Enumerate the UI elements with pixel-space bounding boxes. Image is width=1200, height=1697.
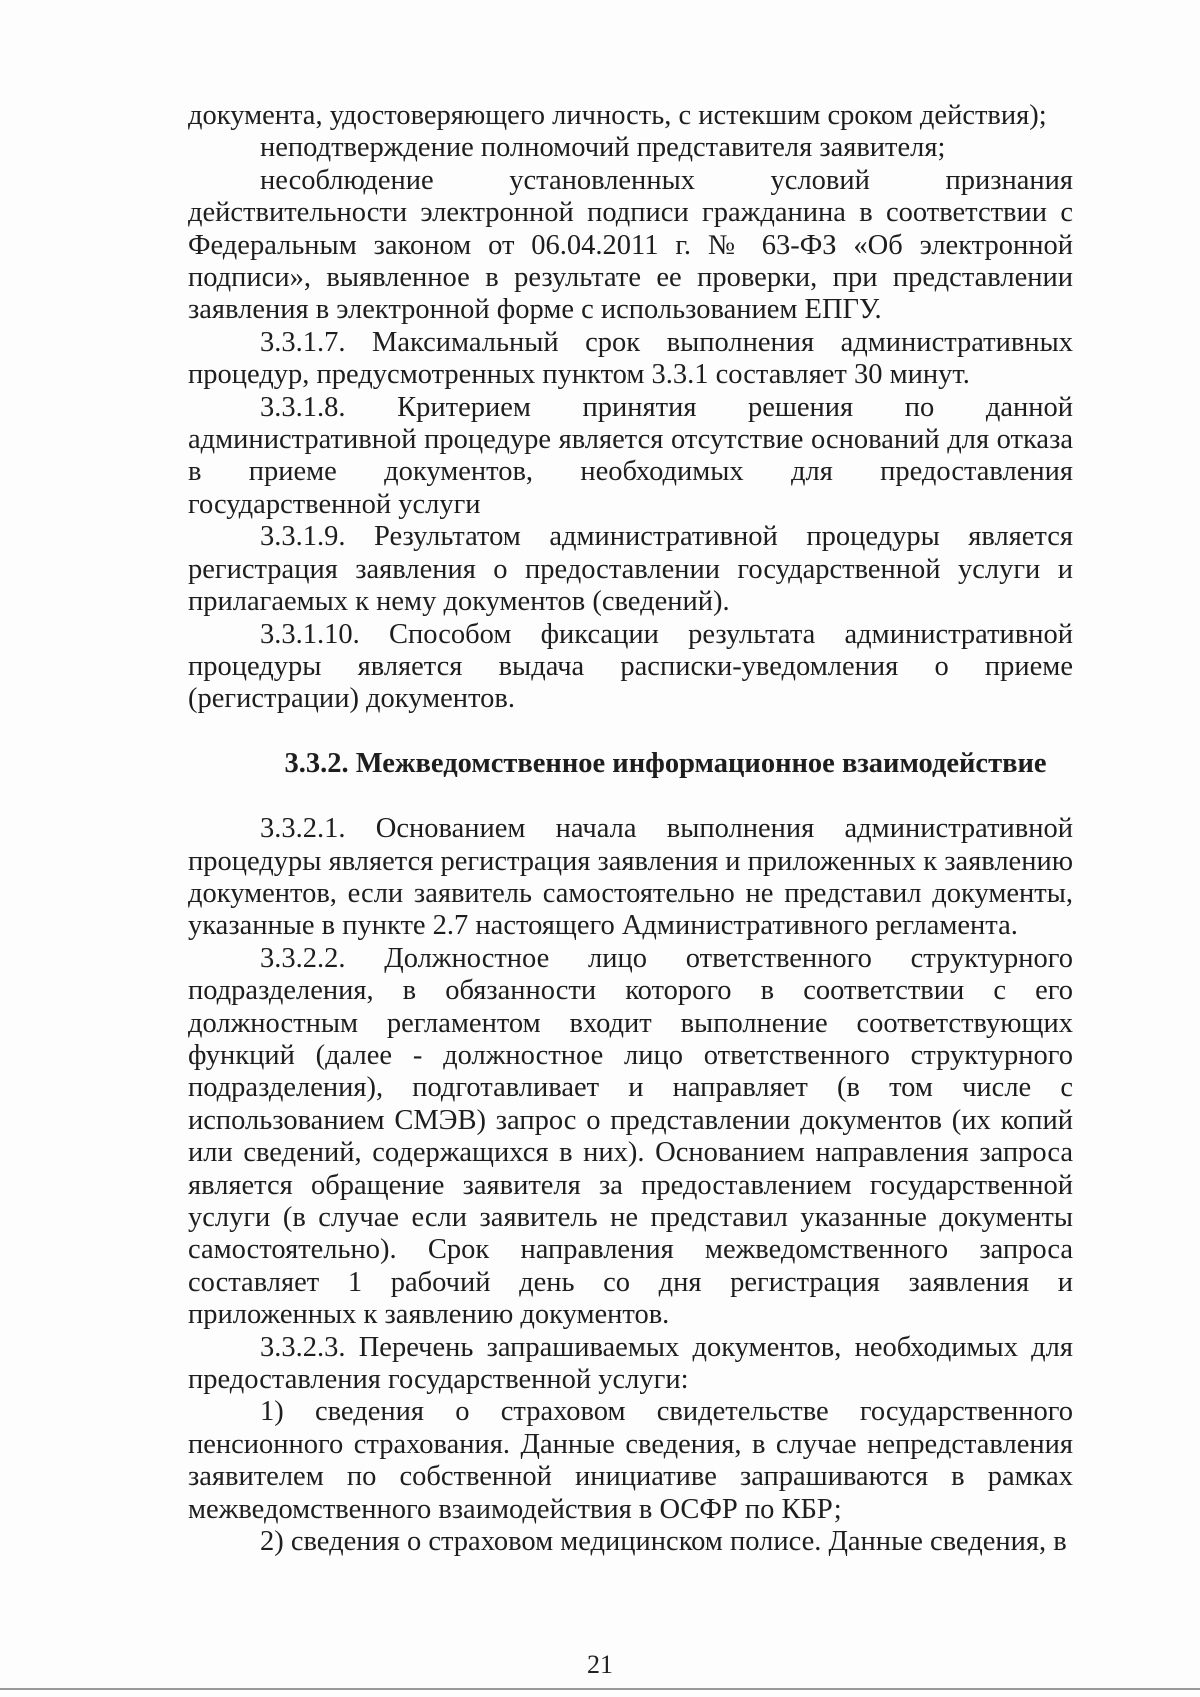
list-item-2: 2) сведения о страховом медицинском полисе. Данные сведения, в — [260, 1526, 1067, 1558]
spacer — [188, 716, 1073, 748]
paragraph-3-3-1-9: 3.3.1.9. Результатом административной процедуры является регистрация заявления о предоставлении государственной услуги и прилагаемых к нему документов (сведений). — [188, 521, 1073, 618]
document-body — [188, 100, 1073, 1558]
paragraph-3-3-1-10: 3.3.1.10. Способом фиксации результата административной процедуры является выдача расписки-уведомления о приеме (регистрации) документов. — [188, 618, 1073, 715]
paragraph: несоблюдение установленных условий признания действительности электронной подписи гражданина в соответствии с Федеральным законом от 06.04.2011 г. № 63-ФЗ «Об электронной подписи», выявленное в результате ее проверки, при представлении заявления в электронной форме с использованием ЕПГУ. — [188, 164, 1073, 326]
spacer — [188, 780, 1073, 813]
section-heading: 3.3.2. Межведомственное информационное взаимодействие — [284, 747, 1047, 779]
paragraph-3-3-2-3: 3.3.2.3. Перечень запрашиваемых документов, необходимых для предоставления государственной услуги: — [188, 1331, 1073, 1396]
page-number: 21 — [587, 1650, 613, 1679]
paragraph-continuation: документа, удостоверяющего личность, с истекшим сроком действия); — [188, 100, 1047, 131]
paragraph-3-3-2-2: 3.3.2.2. Должностное лицо ответственного структурного подразделения, в обязанности которого в соответствии с его должностным регламентом входит выполнение соответствующих функций (далее - должностное лицо ответственного структурного подразделения), подготавливает и направляет (в том числе с использованием СМЭВ) запрос о представлении документов (их копий или сведений, содержащихся в них). Основанием направления запроса является обращение заявителя за предоставлением государственной услуги (в случае если заявитель не представил указанные документы самостоятельно). Срок направления межведомственного запроса составляет 1 рабочий день со дня регистрация заявления и приложенных к заявлению документов. — [188, 942, 1073, 1331]
paragraph-3-3-2-1: 3.3.2.1. Основанием начала выполнения административной процедуры является регистрация заявления и приложенных к заявлению документов, если заявитель самостоятельно не представил документы, указанные в пункте 2.7 настоящего Административного регламента. — [188, 813, 1073, 942]
paragraph-3-3-1-7: 3.3.1.7. Максимальный срок выполнения административных процедур, предусмотренных пунктом 3.3.1 составляет 30 минут. — [188, 326, 1073, 391]
paragraph-3-3-1-8: 3.3.1.8. Критерием принятия решения по данной административной процедуре является отсутствие оснований для отказа в приеме документов, необходимых для предоставления государственной услуги — [188, 391, 1073, 520]
scan-edge-line — [0, 1688, 1200, 1690]
paragraph: неподтверждение полномочий представителя заявителя; — [260, 132, 946, 164]
list-item-1: 1) сведения о страховом свидетельстве государственного пенсионного страхования. Данные сведения, в случае непредставления заявителем по собственной инициативе запрашиваются в рамках межведомственного взаимодействия в ОСФР по КБР; — [188, 1396, 1073, 1525]
